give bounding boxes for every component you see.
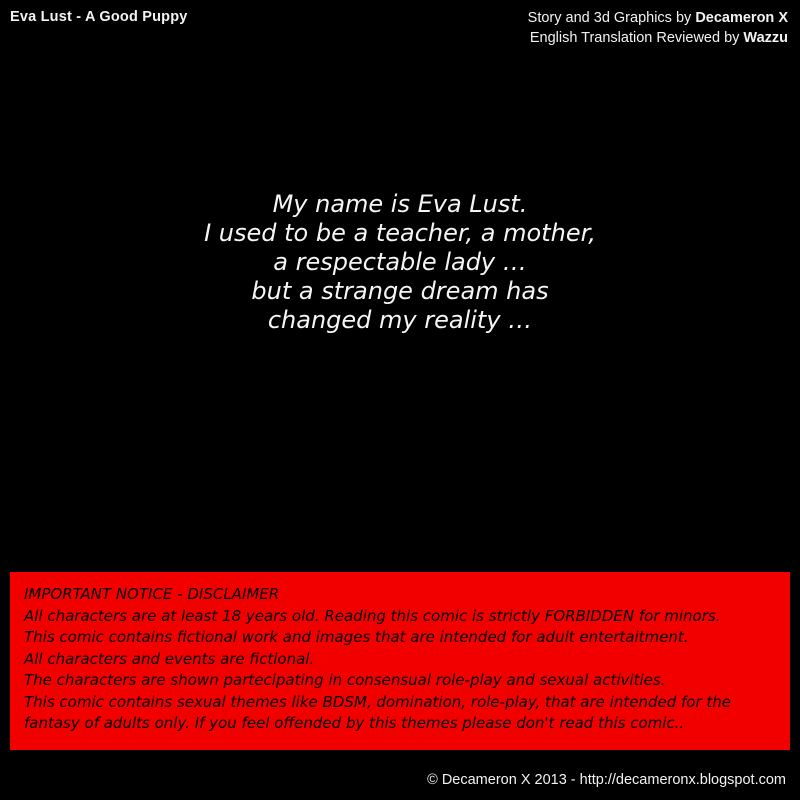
credit-graphics-prefix: Story and 3d Graphics by — [527, 10, 696, 26]
credit-translation-prefix: English Translation Reviewed by — [529, 30, 744, 46]
disclaimer-panel — [10, 572, 790, 750]
credit-translation-author: Wazzu — [743, 30, 788, 46]
page-title: Eva Lust - A Good Puppy — [10, 9, 188, 25]
disclaimer-line: The characters are shown partecipating in consensual role-play and sexual activities. — [24, 671, 666, 689]
disclaimer-line: All characters and events are fictional. — [24, 649, 315, 668]
monologue-line: changed my reality … — [267, 306, 533, 334]
monologue-text — [0, 190, 800, 335]
page-header — [0, 0, 800, 60]
credit-line-graphics — [528, 8, 788, 28]
disclaimer-line: All characters are at least 18 years old. Reading this comic is strictly FORBIDDEN for minors. — [24, 606, 721, 625]
disclaimer-line: This comic contains fictional work and images that are intended for adult entertaitment. — [24, 628, 689, 646]
monologue-line: a respectable lady … — [273, 248, 527, 276]
credit-line-translation — [528, 28, 788, 48]
footer-copyright: © Decameron X 2013 - http://decameronx.blogspot.com — [427, 772, 786, 788]
monologue-line: I used to be a teacher, a mother, — [204, 219, 596, 247]
disclaimer-line: This comic contains sexual themes like BDSM, domination, role-play, that are intended for the fantasy of adults only. If you feel offended by this themes please don't read this comic.. — [24, 692, 732, 732]
credits-block — [528, 8, 788, 48]
disclaimer-heading: IMPORTANT NOTICE - DISCLAIMER — [24, 585, 280, 603]
credit-graphics-author: Decameron X — [695, 10, 788, 26]
monologue-line: My name is Eva Lust. — [272, 190, 528, 218]
monologue-line: but a strange dream has — [251, 277, 549, 305]
